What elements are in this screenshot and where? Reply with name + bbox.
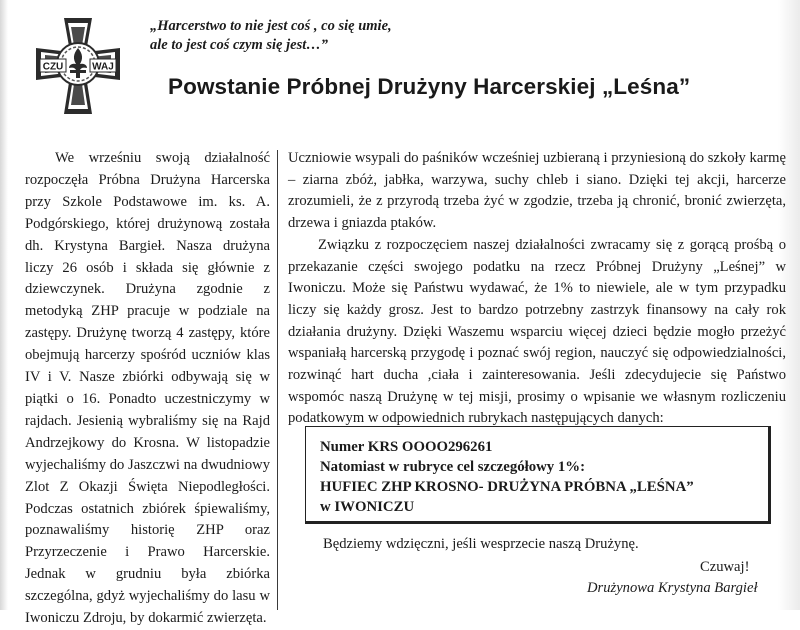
paragraph: Uczniowie wsypali do paśników wcześniej uzbieraną i przyniesioną do szkoły karmę – ziarna zbóż, jabłka, warzywa, suchy chleb i siano. Dzięki tej akcji, harcerze zrozumieli, że z przyrodą trzeba żyć w zgodzie, trzeba ją chronić, bronić zwierzęta, drzewa i gniazda ptaków. [288,150,786,232]
tax-info-box [305,426,771,524]
motto-line-2: ale to jest coś czym się jest…” [150,37,328,53]
logo-left-text: CZU [42,61,64,73]
krs-number: Numer KRS OOOO296261 [320,439,493,455]
paragraph: We wrześniu swoją działalność rozpoczęła Próbna Drużyna Harcerska przy Szkole Podstawowe im. ks. A. Podgórskiego, której drużynową została dh. Krystyna Bargieł. Nasza drużyna liczy 26 osób i składa się głównie z dziewczynek. Drużyna zgodnie z metodyką ZHP pracuje w podziale na zastępy. Drużynę tworzą 4 zastępy, które obejmują harcerzy spośród uczniów klas IV i V. Nasze zbiórki odbywają się w piątki o 16. Ponadto uczestniczymy w rajdach. Jesienią wybraliśmy się na Rajd Andrzejkowy do Krosna. W listopadzie wyjechaliśmy do Jaszczwi na dwudniowy Zlot Z Okazji Święta Niepodległości. Podczas ostatnich zbiórek śpiewaliśmy, poznawaliśmy historię ZHP oraz Przyrzeczenie i Prawo Harcerskie. Jednak w grudniu była zbiórka szczególna, gdyż wyjechaliśmy do lasu w Iwoniczu Zdroju, by dokarmić zwierzęta. [25,150,270,627]
article-column-right [288,148,786,430]
scout-cross-emblem-icon [24,12,132,120]
article-column-left [25,148,270,630]
logo-right-text: WAJ [92,61,114,73]
purpose-label: Natomiast w rubryce cel szczegółowy 1%: [320,459,586,475]
signature: Drużynowa Krystyna Bargieł [587,580,758,596]
motto-line-1: „Harcerstwo to nie jest coś , co się umie, [150,18,392,34]
greeting-text: Czuwaj! [700,559,750,575]
scan-left-edge [0,0,8,610]
paragraph: Związku z rozpoczęciem naszej działalności zwracamy się z gorącą prośbą o przekazanie części swojego podatku na rzecz Próbnej Drużyny „Leśnej” w Iwoniczu. Może się Państwu wydawać, że 1% to niewiele, ale w tym przypadku liczy się każdy grosz. Jest to bardzo potrzebny zastrzyk finansowy na cały rok działania drużyny. Dzięki Waszemu wsparciu więcej dzieci będzie mogło przeżyć wspaniałą harcerską przygodę i poznać swój region, nauczyć się odpowiedzialności, rozwinąć hart ducha ,ciała i zainteresowania. Jeśli zdecydujecie się Państwo wspomóc naszą Drużynę w tej misji, prosimy o wpisanie we własnym rozliczeniu podatkowym w odpowiednich rubrykach następujących danych: [288,236,786,427]
article-title: Powstanie Próbnej Drużyny Harcerskiej „Leśna” [168,74,691,99]
purpose-value: HUFIEC ZHP KROSNO- DRUŻYNA PRÓBNA „LEŚNA” [320,479,694,495]
column-divider [277,150,278,610]
thanks-text: Będziemy wdzięczni, jeśli wesprzecie naszą Drużynę. [323,536,639,552]
purpose-location: w IWONICZU [320,499,415,515]
motto-quote [150,17,450,55]
